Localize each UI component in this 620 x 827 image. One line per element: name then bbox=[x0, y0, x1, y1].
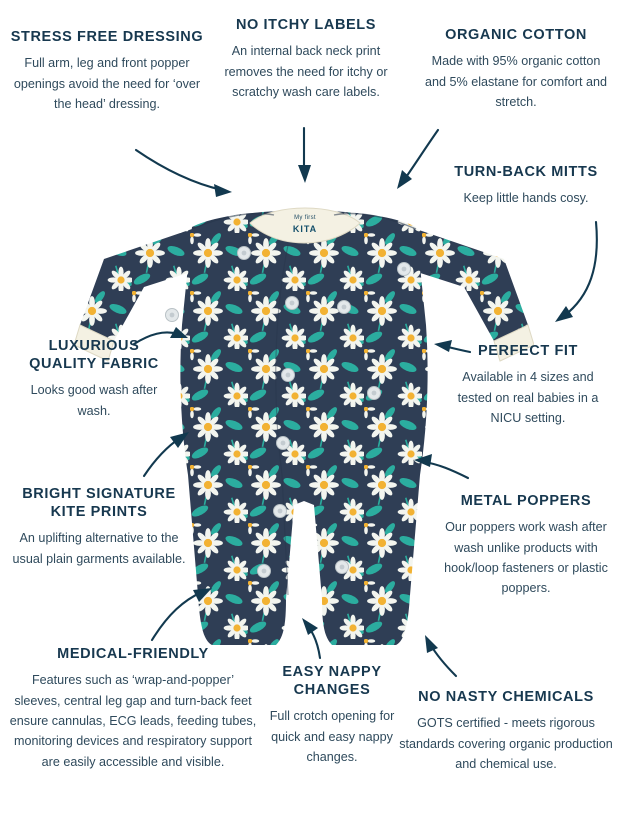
callout-body: Features such as ‘wrap-and-popper’ sleeves, central leg gap and turn-back feet ensure cannulas, ECG leads, feeding tubes, monitoring devices and respiratory support are easily accessible and visible. bbox=[9, 673, 257, 769]
callout-title: METAL POPPERS bbox=[460, 493, 592, 509]
callout-body: Our poppers work wash after wash unlike products with hook/loop fasteners or plastic poppers. bbox=[444, 520, 608, 596]
callout-body: Available in 4 sizes and tested on real babies in a NICU setting. bbox=[457, 370, 599, 425]
callout-turn-back-mitts bbox=[440, 163, 612, 209]
callout-no-nasty-chemicals bbox=[398, 688, 614, 774]
callout-easy-nappy-changes bbox=[262, 663, 402, 767]
svg-text:KITA: KITA bbox=[292, 224, 318, 234]
callout-metal-poppers bbox=[438, 492, 614, 599]
callout-bright-signature-kite-prints bbox=[6, 485, 192, 569]
callout-body: GOTS certified - meets rigorous standards covering organic production and chemical use. bbox=[399, 716, 613, 771]
callout-body: Made with 95% organic cotton and 5% elastane for comfort and stretch. bbox=[424, 54, 608, 109]
callout-body: Looks good wash after wash. bbox=[30, 383, 158, 418]
svg-text:My first: My first bbox=[294, 215, 316, 221]
arrow-turn-back-mitts bbox=[555, 222, 597, 322]
callout-body: Full arm, leg and front popper openings avoid the need for ‘over the head’ dressing. bbox=[13, 56, 201, 111]
callout-body: Keep little hands cosy. bbox=[463, 191, 589, 206]
callout-organic-cotton bbox=[420, 26, 612, 112]
callout-medical-friendly bbox=[8, 645, 258, 772]
callout-stress-free-dressing bbox=[8, 28, 206, 114]
callout-no-itchy-labels bbox=[208, 16, 404, 102]
callout-title: ORGANIC COTTON bbox=[445, 27, 587, 43]
callout-title: BRIGHT SIGNATURE KITE PRINTS bbox=[22, 486, 176, 521]
callout-luxurious-quality-fabric bbox=[14, 337, 174, 421]
callout-title: NO NASTY CHEMICALS bbox=[418, 689, 594, 705]
callout-title: PERFECT FIT bbox=[477, 343, 579, 359]
callout-title: MEDICAL-FRIENDLY bbox=[57, 646, 209, 662]
callout-body: An uplifting alternative to the usual plain garments available. bbox=[12, 531, 186, 566]
callout-title: TURN-BACK MITTS bbox=[454, 164, 598, 180]
callout-title: STRESS FREE DRESSING bbox=[10, 29, 204, 45]
callout-body: An internal back neck print removes the need for itchy or scratchy wash care labels. bbox=[224, 44, 388, 99]
neck-print-label bbox=[293, 215, 317, 234]
callout-title: LUXURIOUS QUALITY FABRIC bbox=[29, 338, 159, 373]
callout-title: EASY NAPPY CHANGES bbox=[282, 664, 382, 699]
callout-title: NO ITCHY LABELS bbox=[235, 17, 377, 33]
callout-perfect-fit bbox=[444, 342, 612, 428]
callout-body: Full crotch opening for quick and easy nappy changes. bbox=[269, 709, 395, 765]
